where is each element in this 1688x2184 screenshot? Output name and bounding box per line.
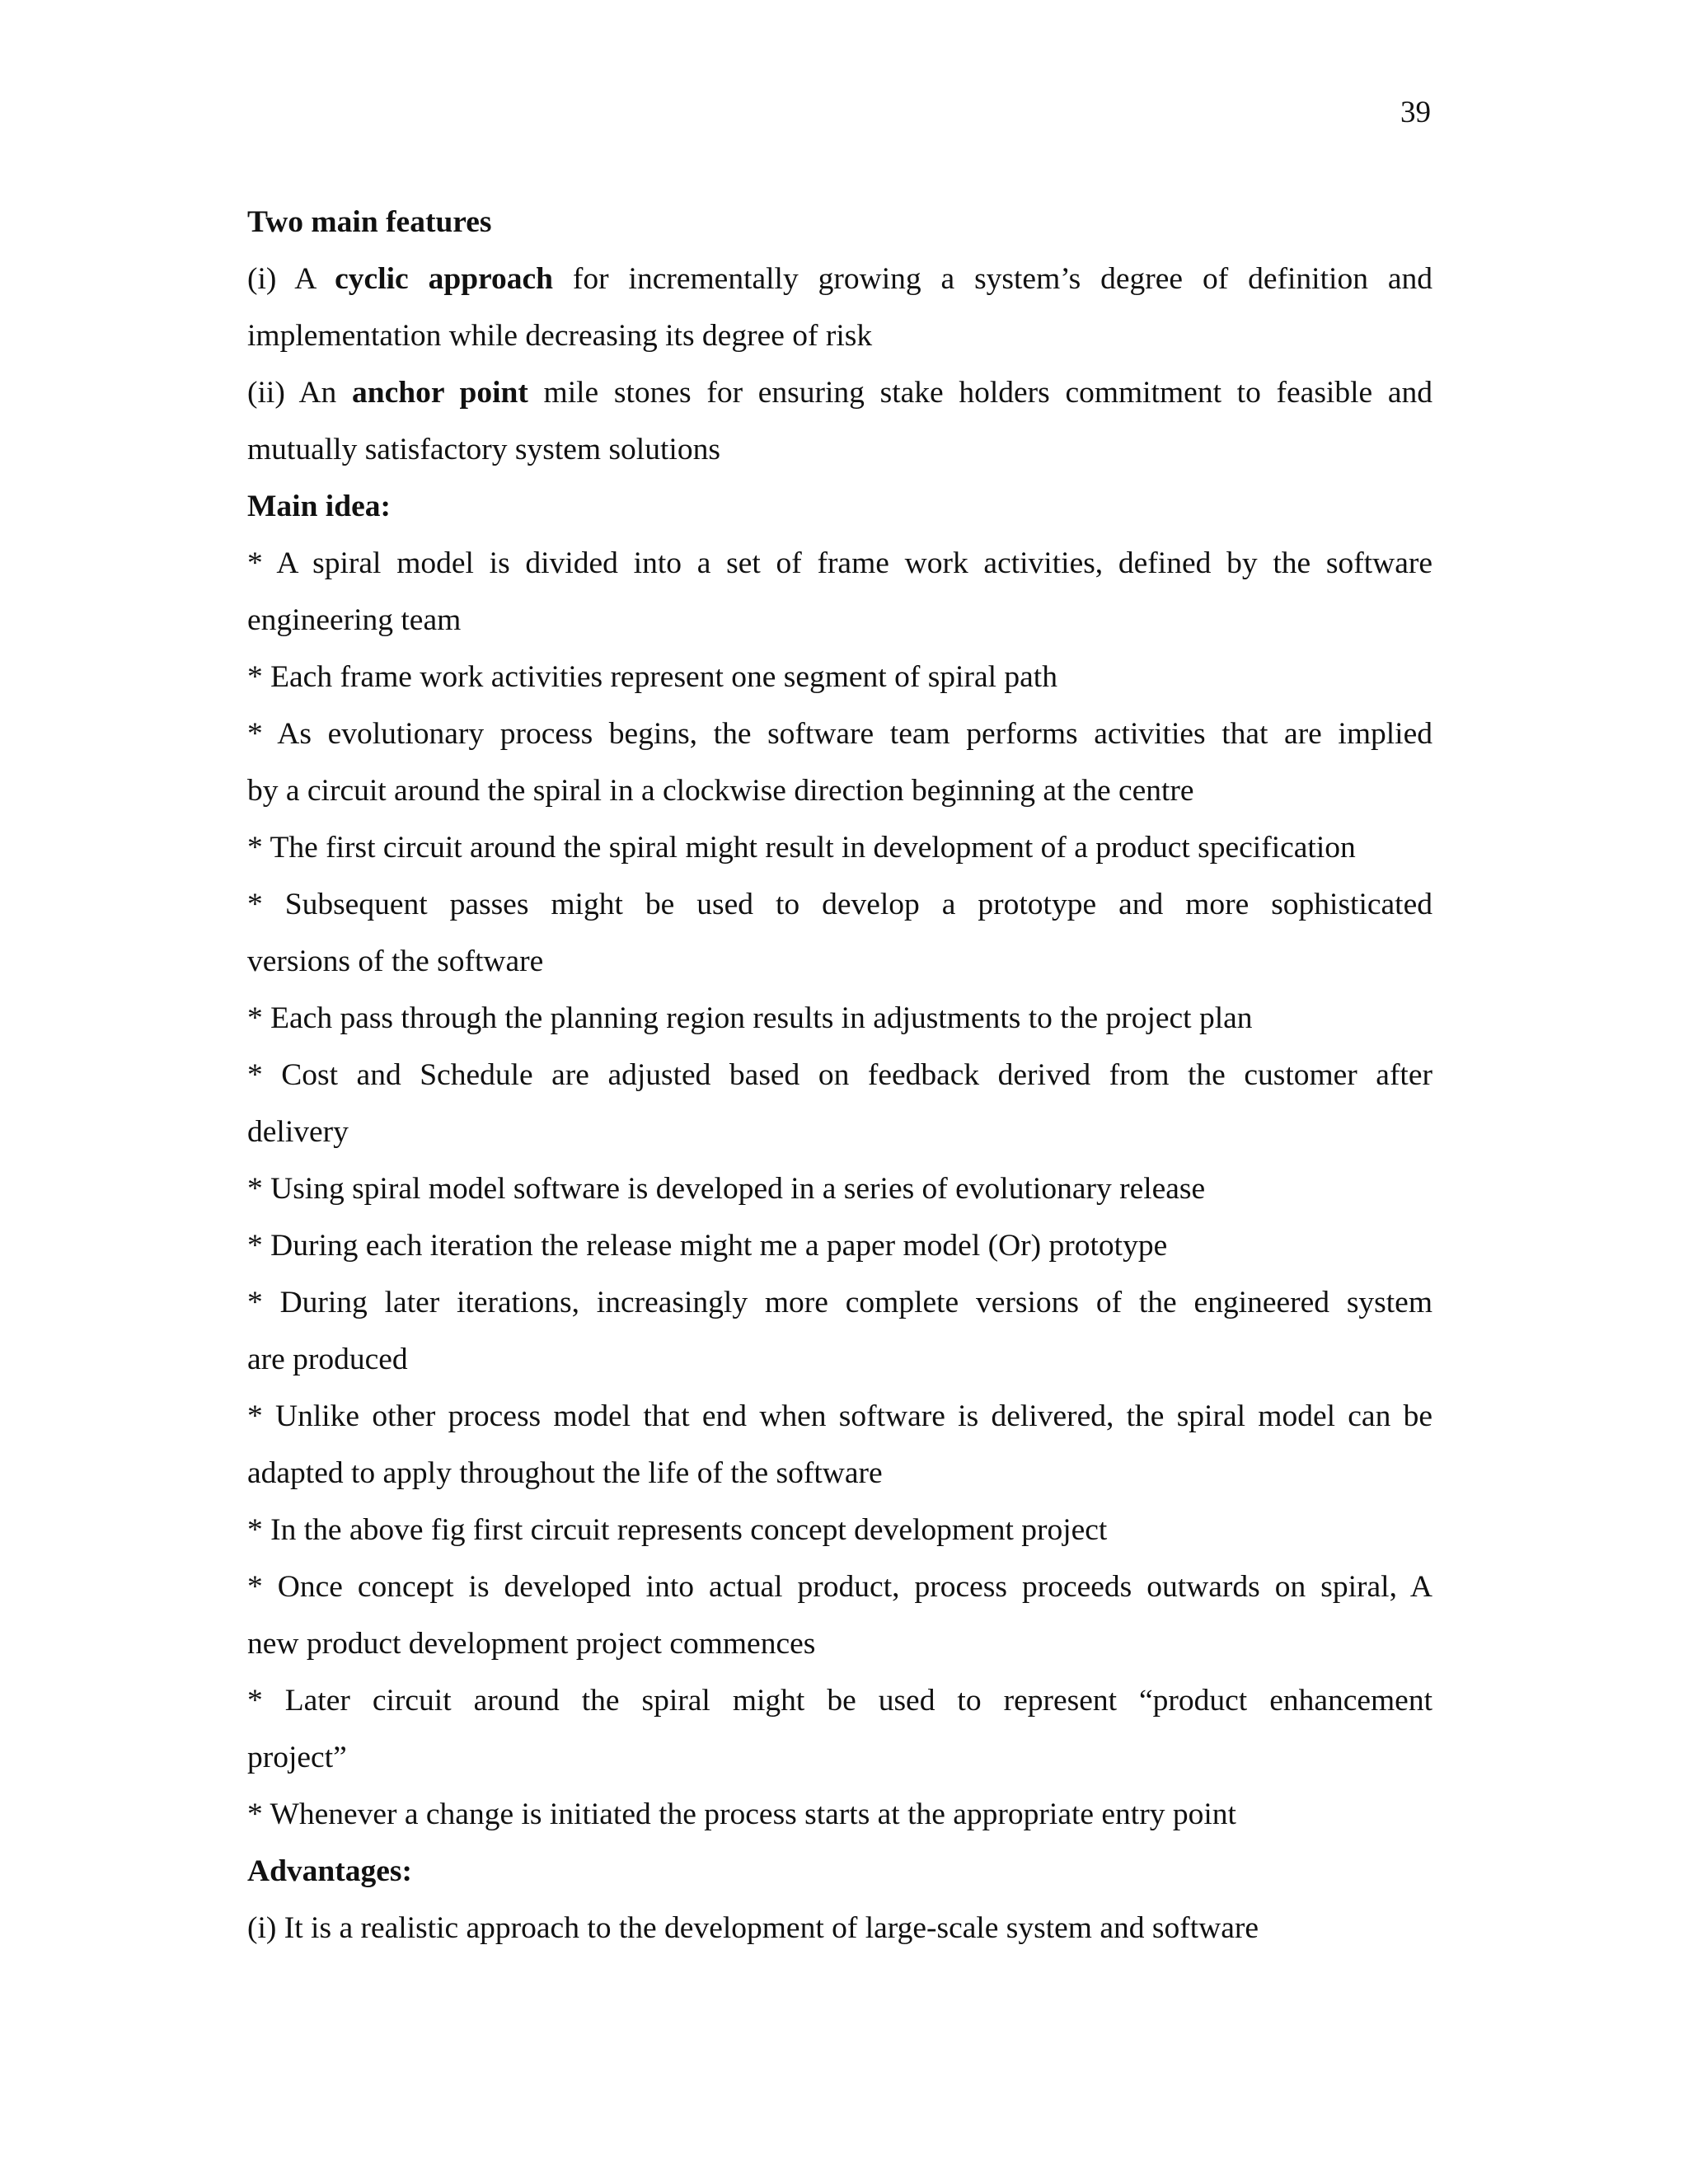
- point-3-line-2: by a circuit around the spiral in a clockwise direction beginning at the centre: [247, 774, 1194, 808]
- point-5-line-2: versions of the software: [247, 944, 544, 978]
- point-15: * Whenever a change is initiated the process starts at the appropriate entry point: [247, 1797, 1236, 1831]
- heading-two-main-features: Two main features: [247, 205, 492, 239]
- point-5-line-1: * Subsequent passes might be used to develop a prototype and more sophisticated: [247, 888, 1432, 921]
- feature-2-text: mile stones for ensuring stake holders commitment to feasible and: [528, 376, 1432, 410]
- feature-2-line-1: [247, 364, 1432, 421]
- point-14-line-1: * Later circuit around the spiral might be used to represent “product enhancement: [247, 1684, 1432, 1718]
- point-11-line-2: adapted to apply throughout the life of the software: [247, 1456, 883, 1490]
- feature-1-keyword: cyclic approach: [335, 262, 554, 296]
- feature-1-text: for incrementally growing a system’s degree of definition and: [553, 262, 1432, 296]
- point-8: * Using spiral model software is developed in a series of evolutionary release: [247, 1172, 1206, 1206]
- point-7-line-1: * Cost and Schedule are adjusted based on feedback derived from the customer after: [247, 1058, 1432, 1092]
- point-1-line-1: * A spiral model is divided into a set of frame work activities, defined by the software: [247, 546, 1432, 580]
- point-14-line-2: project”: [247, 1741, 347, 1774]
- advantage-1: (i) It is a realistic approach to the development of large-scale system and software: [247, 1911, 1259, 1945]
- feature-1-prefix: (i) A: [247, 262, 335, 296]
- point-9: * During each iteration the release might me a paper model (Or) prototype: [247, 1229, 1168, 1263]
- heading-main-idea: Main idea:: [247, 490, 391, 523]
- page-number: 39: [1400, 96, 1431, 129]
- point-10-line-2: are produced: [247, 1343, 408, 1376]
- point-10-line-1: * During later iterations, increasingly more complete versions of the engineered system: [247, 1286, 1432, 1319]
- heading-advantages: Advantages:: [247, 1854, 413, 1888]
- feature-2-line-2: mutually satisfactory system solutions: [247, 433, 720, 466]
- feature-2-keyword: anchor point: [351, 376, 528, 410]
- point-1-line-2: engineering team: [247, 603, 462, 637]
- point-6: * Each pass through the planning region results in adjustments to the project plan: [247, 1001, 1253, 1035]
- point-3-line-1: * As evolutionary process begins, the software team performs activities that are implied: [247, 717, 1432, 751]
- point-11-line-1: * Unlike other process model that end when software is delivered, the spiral model can be: [247, 1399, 1432, 1433]
- feature-2-prefix: (ii) An: [247, 376, 352, 410]
- point-13-line-2: new product development project commences: [247, 1627, 816, 1661]
- point-2: * Each frame work activities represent one segment of spiral path: [247, 660, 1057, 694]
- point-7-line-2: delivery: [247, 1115, 349, 1149]
- feature-1-line-2: implementation while decreasing its degree of risk: [247, 319, 873, 353]
- point-13-line-1: * Once concept is developed into actual product, process proceeds outwards on spiral, A: [247, 1570, 1432, 1604]
- point-12: * In the above fig first circuit represents concept development project: [247, 1513, 1108, 1547]
- page-body: [247, 194, 1432, 1957]
- point-4: * The first circuit around the spiral might result in development of a product specification: [247, 831, 1356, 865]
- feature-1-line-1: [247, 251, 1432, 307]
